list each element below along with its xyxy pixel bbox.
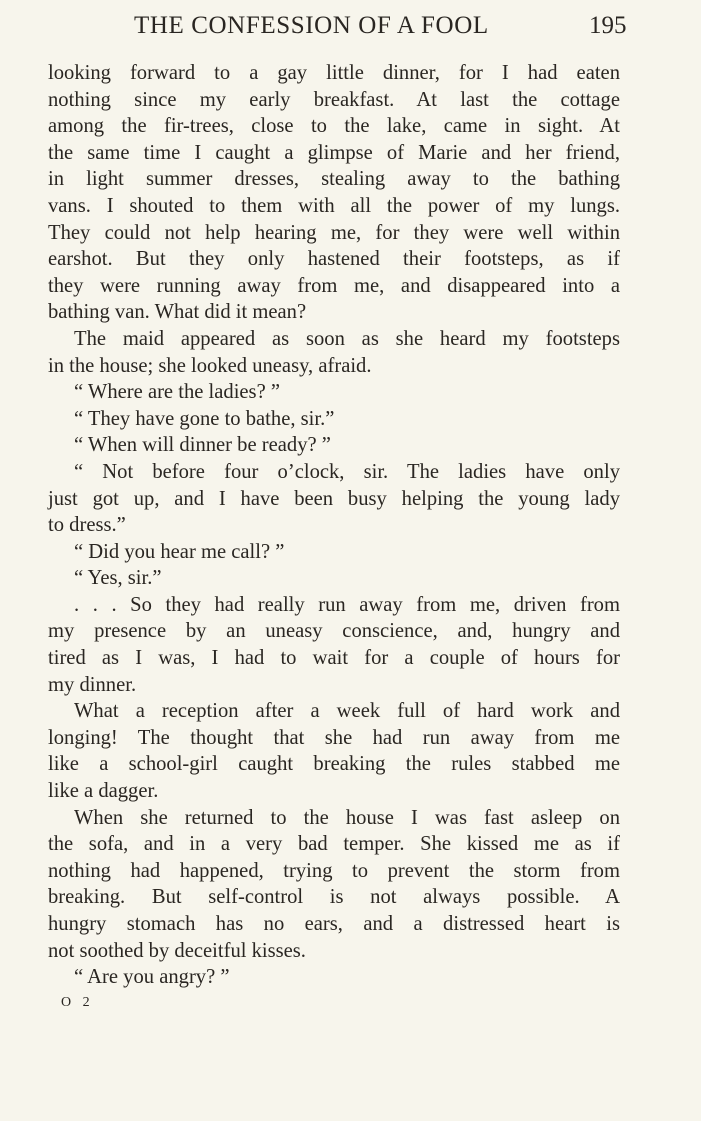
- text-line: in light summer dresses, stealing away to the bathing: [48, 168, 620, 191]
- text-line: longing! The thought that she had run away from me: [48, 726, 620, 749]
- text-line: . . . So they had really run away from me, driven from: [74, 593, 620, 616]
- dialogue-line: “ Where are the ladies? ”: [74, 381, 280, 404]
- text-line: hungry stomach has no ears, and a distressed heart is: [48, 913, 620, 935]
- signature-mark: O 2: [61, 995, 94, 1010]
- text-line: my dinner.: [48, 673, 137, 696]
- text-line: not soothed by deceitful kisses.: [48, 939, 306, 962]
- text-line: vans. I shouted to them with all the power of my lungs.: [48, 194, 620, 217]
- text-line: breaking. But self-control is not always possible. A: [48, 886, 620, 909]
- text-line: What a reception after a week full of hard work and: [74, 700, 620, 723]
- text-line: bathing van. What did it mean?: [48, 301, 307, 324]
- text-line: the same time I caught a glimpse of Marie and her friend,: [48, 141, 620, 164]
- text-line: When she returned to the house I was fast asleep on: [74, 806, 620, 829]
- text-line: my presence by an uneasy conscience, and, hungry and: [48, 620, 620, 643]
- text-line: earshot. But they only hastened their footsteps, as if: [48, 248, 620, 271]
- dialogue-line: “ Are you angry? ”: [74, 966, 230, 989]
- dialogue-line: “ Yes, sir.”: [74, 567, 162, 590]
- page-number: 195: [589, 12, 627, 39]
- body-text: [48, 60, 620, 991]
- text-line: like a school-girl caught breaking the rules stabbed me: [48, 753, 620, 776]
- text-line: the sofa, and in a very bad temper. She kissed me as if: [48, 833, 620, 856]
- text-line: just got up, and I have been busy helping the young lady: [48, 487, 620, 510]
- text-line: they were running away from me, and disappeared into a: [48, 274, 620, 297]
- text-line: to dress.”: [48, 514, 126, 537]
- text-line: in the house; she looked uneasy, afraid.: [48, 354, 372, 377]
- text-line: nothing had happened, trying to prevent the storm from: [48, 859, 620, 882]
- dialogue-line: “ Did you hear me call? ”: [74, 540, 285, 563]
- text-line: among the fir-trees, close to the lake, came in sight. At: [48, 115, 620, 138]
- text-line: They could not help hearing me, for they were well within: [48, 221, 620, 244]
- text-line: tired as I was, I had to wait for a couple of hours for: [48, 647, 620, 670]
- text-line: The maid appeared as soon as she heard my footsteps: [74, 327, 620, 350]
- text-line: nothing since my early breakfast. At last the cottage: [48, 88, 620, 111]
- dialogue-line: “ They have gone to bathe, sir.”: [74, 407, 335, 430]
- dialogue-line: “ When will dinner be ready? ”: [74, 434, 331, 457]
- running-title: THE CONFESSION OF A FOOL: [134, 12, 489, 39]
- dialogue-line: “ Not before four o’clock, sir. The ladies have only: [74, 460, 620, 483]
- text-line: like a dagger.: [48, 780, 159, 803]
- text-line: looking forward to a gay little dinner, for I had eaten: [48, 62, 620, 84]
